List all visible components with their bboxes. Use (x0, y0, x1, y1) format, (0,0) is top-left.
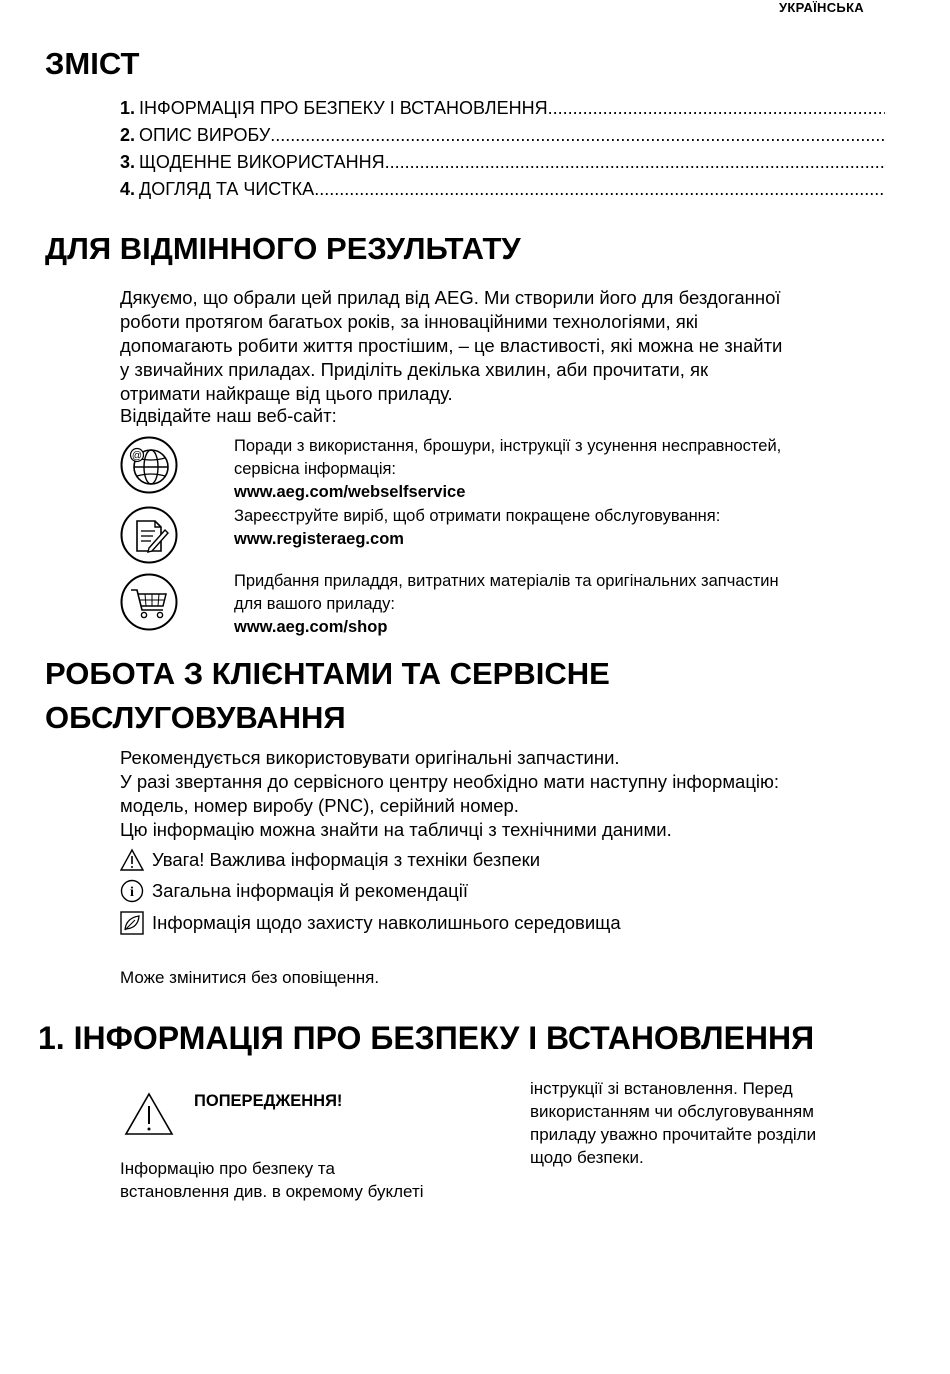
link-description: Поради з використання, брошури, інструкції з усунення несправностей, (234, 437, 782, 455)
change-notice: Може змінитися без оповіщення. (120, 968, 380, 987)
shop-link[interactable]: www.aeg.com/shop (234, 618, 388, 636)
toc-item-4[interactable] (120, 179, 885, 206)
service-heading (45, 652, 845, 740)
register-link[interactable]: www.registeraeg.com (234, 530, 404, 548)
link-description: для вашого приладу: (234, 595, 395, 613)
safety-line: приладу уважно прочитайте розділи (530, 1125, 817, 1144)
toc-item-title: ОПИС ВИРОБУ (139, 125, 271, 145)
note-text: Увага! Важлива інформація з техніки безпеки (152, 849, 541, 870)
toc-leader-dots (385, 152, 885, 173)
toc-leader-dots (548, 98, 885, 119)
link-description: Придбання приладдя, витратних матеріалів та оригінальних запчастин (234, 572, 779, 590)
service-line: У разі звертання до сервісного центру необхідно мати наступну інформацію: (120, 771, 780, 792)
link-description: Зареєструйте виріб, щоб отримати покращене обслуговування: (234, 507, 721, 525)
service-paragraph (120, 746, 910, 842)
register-document-icon (119, 505, 179, 565)
warning-label: ПОПЕРЕДЖЕННЯ! (194, 1092, 343, 1110)
toc-heading: ЗМІСТ (45, 46, 140, 81)
shop-info (234, 570, 914, 639)
web-globe-icon (119, 435, 179, 495)
service-heading-line: РОБОТА З КЛІЄНТАМИ ТА СЕРВІСНЕ (45, 656, 610, 691)
toc-item-3[interactable] (120, 152, 885, 179)
table-of-contents (120, 98, 885, 206)
safety-line: щодо безпеки. (530, 1148, 644, 1167)
service-line: Цю інформацію можна знайти на табличці з технічними даними. (120, 819, 672, 840)
svg-text:i: i (130, 885, 134, 900)
toc-item-number: 1. (120, 98, 136, 118)
toc-item-2[interactable] (120, 125, 885, 152)
toc-item-number: 4. (120, 179, 136, 199)
link-description: сервісна інформація: (234, 460, 397, 478)
safety-line: використанням чи обслуговуванням (530, 1102, 814, 1121)
safety-section-heading: 1. ІНФОРМАЦІЯ ПРО БЕЗПЕКУ І ВСТАНОВЛЕННЯ (38, 1020, 815, 1056)
safety-line: інструкції зі встановлення. Перед (530, 1079, 793, 1098)
visit-website-text: Відвідайте наш веб-сайт: (120, 405, 337, 426)
toc-item-number: 3. (120, 152, 136, 172)
service-line: Рекомендується використовувати оригінальні запчастини. (120, 747, 620, 768)
note-text: Загальна інформація й рекомендації (152, 880, 468, 901)
thanks-line: отримати найкраще від цього приладу. (120, 383, 453, 404)
note-general (120, 879, 468, 903)
toc-item-1[interactable] (120, 98, 885, 125)
register-info (234, 505, 914, 551)
toc-item-title: ЩОДЕННЕ ВИКОРИСТАННЯ (139, 152, 385, 172)
note-environment (120, 911, 621, 935)
thanks-line: допомагають робити життя простішим, – це властивості, які можна не знайти (120, 335, 783, 356)
note-safety (120, 848, 540, 872)
svg-text:@: @ (131, 450, 143, 462)
best-results-heading: ДЛЯ ВІДМІННОГО РЕЗУЛЬТАТУ (45, 231, 521, 266)
thanks-paragraph (120, 286, 910, 406)
toc-item-title: ІНФОРМАЦІЯ ПРО БЕЗПЕКУ І ВСТАНОВЛЕННЯ (139, 98, 548, 118)
toc-leader-dots (270, 125, 885, 146)
info-circle-icon (120, 879, 146, 903)
warning-triangle-icon (124, 1092, 174, 1136)
web-self-service-info (234, 435, 914, 504)
leaf-icon (120, 911, 146, 935)
service-line: модель, номер виробу (PNC), серійний номер. (120, 795, 519, 816)
shopping-cart-icon (119, 572, 179, 632)
thanks-line: у звичайних приладах. Приділіть декілька хвилин, аби прочитати, як (120, 359, 709, 380)
toc-item-title: ДОГЛЯД ТА ЧИСТКА (139, 179, 315, 199)
safety-line: встановлення див. в окремому буклеті (120, 1182, 424, 1201)
note-text: Інформація щодо захисту навколишнього середовища (152, 912, 621, 933)
warning-triangle-icon (120, 848, 146, 872)
toc-item-number: 2. (120, 125, 136, 145)
thanks-line: роботи протягом багатьох років, за інноваційними технологіями, які (120, 311, 698, 332)
language-label: УКРАЇНСЬКА (779, 0, 864, 15)
safety-line: Інформацію про безпеку та (120, 1159, 335, 1178)
service-heading-line: ОБСЛУГОВУВАННЯ (45, 700, 346, 735)
safety-text-left (120, 1157, 500, 1203)
thanks-line: Дякуємо, що обрали цей прилад від AEG. Ми створили його для бездоганної (120, 287, 781, 308)
toc-leader-dots (314, 179, 885, 200)
web-self-service-link[interactable]: www.aeg.com/webselfservice (234, 483, 466, 501)
safety-text-right (530, 1077, 910, 1169)
